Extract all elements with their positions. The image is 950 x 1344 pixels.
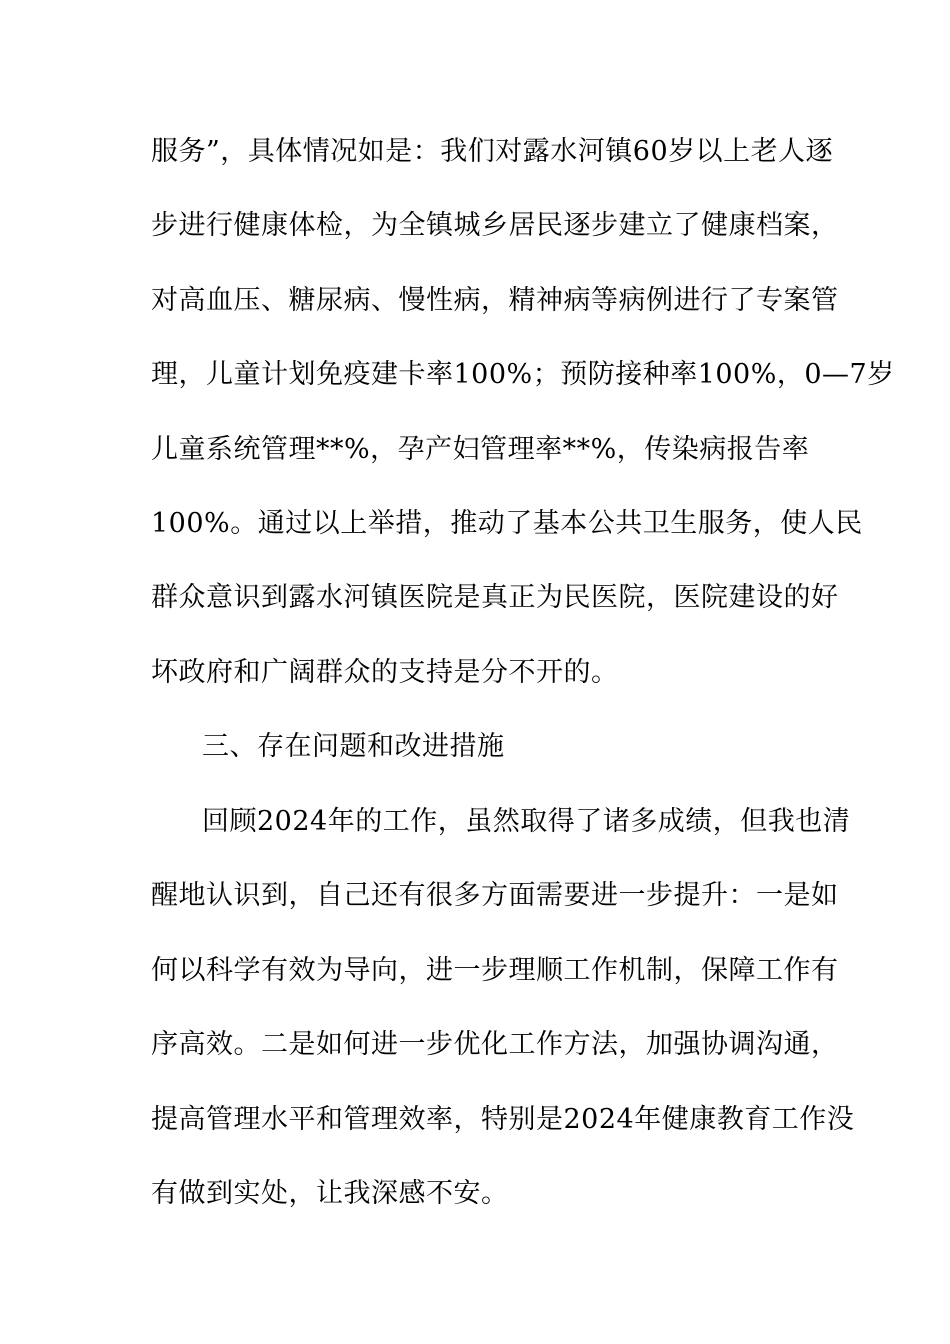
text-line: 序高效。二是如何进一步优化工作方法，加强协调沟通，: [151, 1029, 839, 1060]
text-line: 100%。通过以上举措，推动了基本公共卫生服务，使人民: [151, 508, 863, 539]
text-line: 步进行健康体检，为全镇城乡居民逐步建立了健康档案，: [151, 210, 839, 241]
text-line: 群众意识到露水河镇医院是真正为民医院，医院建设的好: [151, 582, 839, 613]
text-line: 理，儿童计划免疫建卡率100%；预防接种率100%，0—7岁: [151, 359, 895, 390]
text-line: 儿童系统管理**%，孕产妇管理率**%，传染病报告率: [151, 434, 810, 465]
text-line: 服务”，具体情况如是：我们对露水河镇60岁以上老人逐: [151, 136, 834, 167]
text-line: 提高管理水平和管理效率，特别是2024年健康教育工作没: [151, 1104, 855, 1135]
text-line: 醒地认识到，自己还有很多方面需要进一步提升：一是如: [151, 880, 839, 911]
section-heading: 三、存在问题和改进措施: [202, 731, 505, 762]
text-line: 坏政府和广阔群众的支持是分不开的。: [151, 657, 619, 688]
text-line: 有做到实处，让我深感不安。: [151, 1178, 509, 1209]
text-line: 对高血压、糖尿病、慢性病，精神病等病例进行了专案管: [151, 285, 839, 316]
text-line: 何以科学有效为导向，进一步理顺工作机制，保障工作有: [151, 955, 839, 986]
text-line: 回顾2024年的工作，虽然取得了诸多成绩，但我也清: [202, 806, 851, 837]
